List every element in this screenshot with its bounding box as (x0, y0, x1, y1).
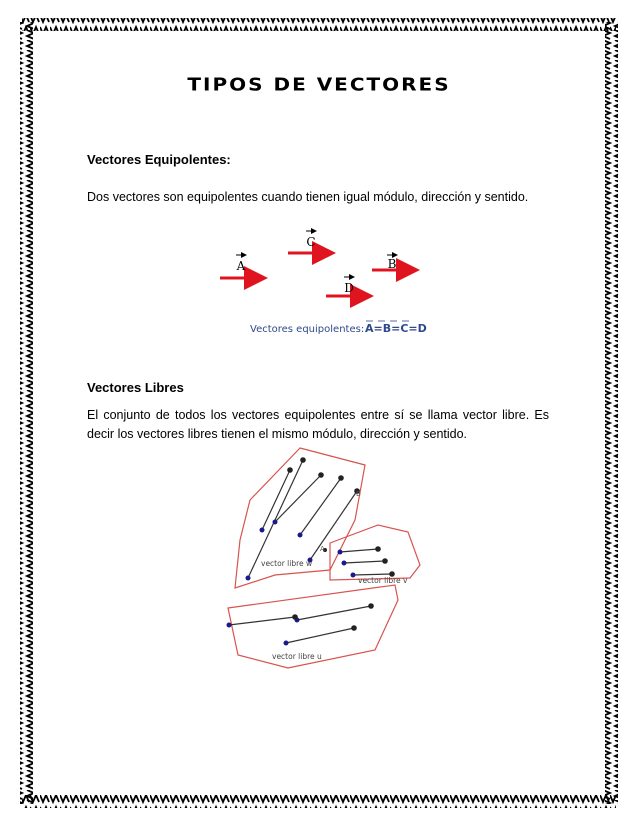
point (368, 603, 374, 609)
vector-v3 (353, 574, 392, 575)
vector-libre-u-label: vector libre u (272, 652, 322, 661)
vector-w5 (310, 491, 357, 560)
point-label-a: A (320, 545, 325, 553)
point (351, 573, 356, 578)
vector-b-label: B (387, 257, 397, 271)
vector-w4 (300, 478, 341, 535)
section-heading-equipolentes: Vectores Equipolentes: (87, 152, 231, 167)
point (287, 467, 293, 473)
vector-d-label: D (344, 281, 354, 295)
vector-a-label: A (236, 259, 246, 273)
vector-u3 (286, 628, 354, 643)
point (273, 520, 278, 525)
point (260, 528, 265, 533)
point (284, 641, 289, 646)
page-title: TIPOS DE VECTORES (187, 73, 451, 95)
point (292, 614, 298, 620)
point (300, 457, 306, 463)
equipolentes-formula: A=B=C=D (365, 322, 427, 335)
vector-u1 (229, 617, 295, 625)
vector-u2 (297, 606, 371, 620)
point (298, 533, 303, 538)
point (351, 625, 357, 631)
equipolentes-caption: Vectores equipolentes: (250, 324, 365, 335)
vector-v2 (344, 561, 385, 563)
point-label-b: B (356, 490, 361, 498)
point (338, 550, 343, 555)
point (318, 472, 324, 478)
point (246, 576, 251, 581)
section-text-equipolentes: Dos vectores son equipolentes cuando tienen igual módulo, dirección y sentido. (87, 190, 529, 204)
point (342, 561, 347, 566)
point (382, 558, 388, 564)
point (227, 623, 232, 628)
vector-v1 (340, 549, 378, 552)
section-heading-libres: Vectores Libres (87, 380, 184, 395)
point (375, 546, 381, 552)
section-text-libres: El conjunto de todos los vectores equipolentes entre sí se llama vector libre. Es decir los vectores libres tienen el mismo módulo, dirección y sentido. (87, 408, 549, 441)
point (338, 475, 344, 481)
vector-libre-w-label: vector libre w (261, 559, 313, 568)
vector-libre-v-label: vector libre v (358, 576, 408, 585)
vector-c-label: C (306, 235, 316, 249)
region-v-outline (330, 525, 420, 580)
